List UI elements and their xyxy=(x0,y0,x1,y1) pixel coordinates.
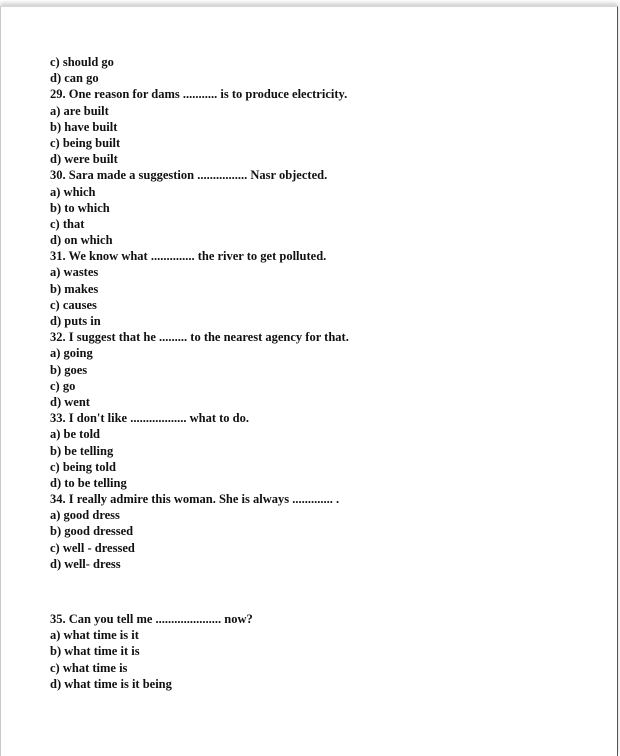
q35-option-c: c) what time is xyxy=(50,660,128,675)
paragraph-gap xyxy=(50,572,570,611)
question-32: 32. I suggest that he ......... to the nearest agency for that. xyxy=(50,330,349,345)
q31-option-d: d) puts in xyxy=(50,314,101,328)
q31-option-c: c) causes xyxy=(50,297,97,312)
q34-option-c: c) well - dressed xyxy=(50,540,135,555)
q32-option-a: a) going xyxy=(50,346,93,361)
q29-option-a: a) are built xyxy=(50,103,109,118)
question-35: 35. Can you tell me ..................... now? xyxy=(50,612,253,626)
questions-block-1 xyxy=(50,54,570,572)
question-29: 29. One reason for dams ........... is to produce electricity. xyxy=(50,87,348,102)
questions-block-2 xyxy=(50,611,570,692)
q34-option-a: a) good dress xyxy=(50,508,120,523)
q34-option-b: b) good dressed xyxy=(50,524,134,539)
q32-option-c: c) go xyxy=(50,378,76,393)
q30-option-a: a) which xyxy=(50,184,96,199)
q33-option-c: c) being told xyxy=(50,459,116,474)
question-34: 34. I really admire this woman. She is always ............. . xyxy=(50,492,340,507)
q29-option-c: c) being built xyxy=(50,135,121,150)
q35-option-b: b) what time it is xyxy=(50,644,140,659)
question-30: 30. Sara made a suggestion ................ Nasr objected. xyxy=(50,168,328,183)
q29-option-b: b) have built xyxy=(50,119,118,134)
q32-option-b: b) goes xyxy=(50,362,88,377)
q35-option-a: a) what time is it xyxy=(50,628,139,643)
q33-option-a: a) be told xyxy=(50,427,100,442)
q31-option-b: b) makes xyxy=(50,281,99,296)
q34-option-d: d) well- dress xyxy=(50,556,121,571)
option-d-prev: d) can go xyxy=(50,71,99,86)
page-content xyxy=(50,54,570,692)
q31-option-a: a) wastes xyxy=(50,265,99,280)
q30-option-c: c) that xyxy=(50,216,85,231)
q33-option-d: d) to be telling xyxy=(50,475,127,490)
q29-option-d: d) were built xyxy=(50,152,118,167)
q32-option-d: d) went xyxy=(50,394,90,409)
q33-option-b: b) be telling xyxy=(50,443,114,458)
q35-option-d: d) what time is it being xyxy=(50,676,172,691)
question-33: 33. I don't like .................. what to do. xyxy=(50,411,249,426)
question-31: 31. We know what .............. the river to get polluted. xyxy=(50,249,327,264)
document-page xyxy=(0,6,618,756)
q30-option-b: b) to which xyxy=(50,200,110,215)
q30-option-d: d) on which xyxy=(50,233,113,248)
option-c-prev: c) should go xyxy=(50,55,114,69)
